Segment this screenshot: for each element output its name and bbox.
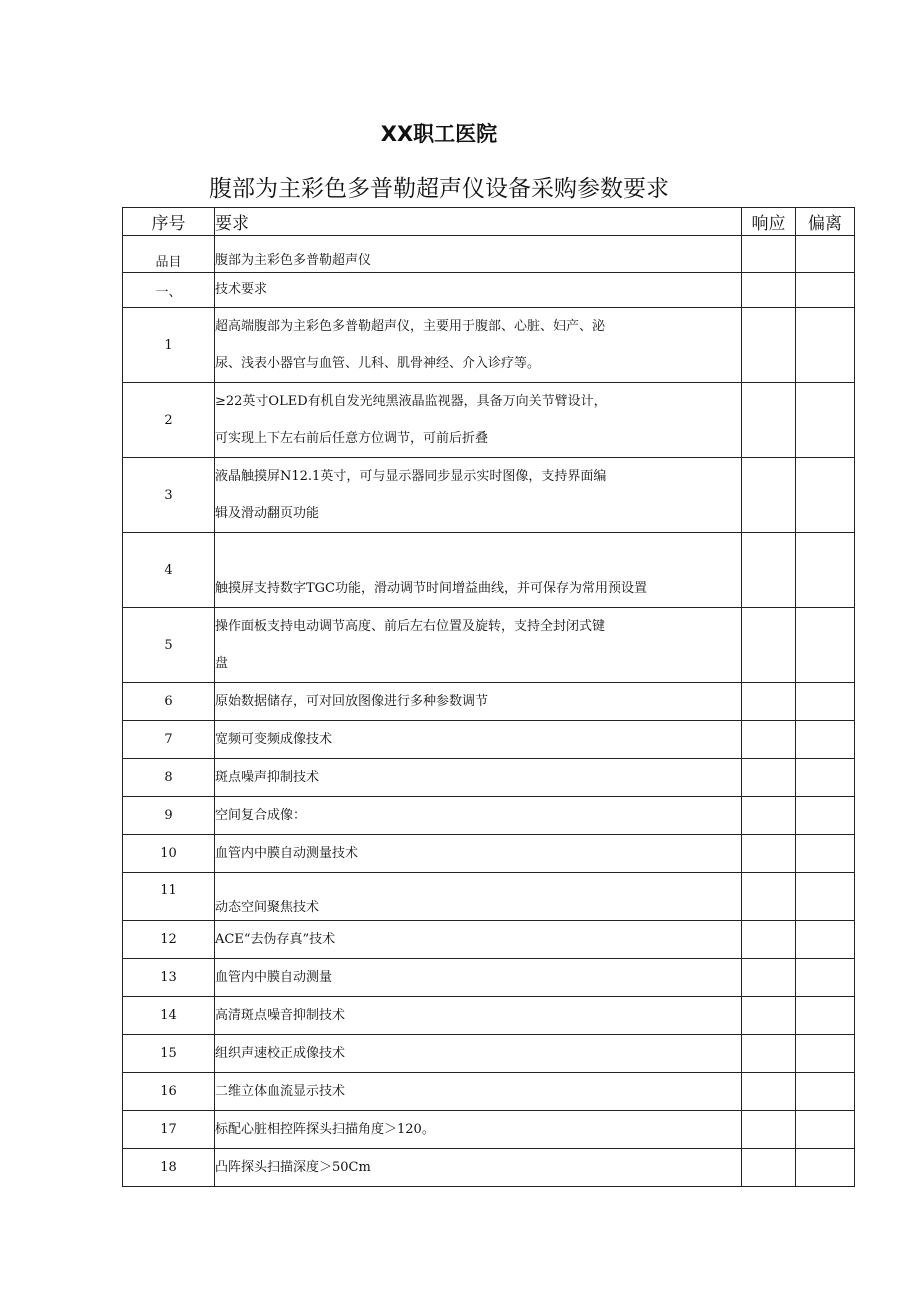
requirement-line <box>215 533 741 570</box>
requirement-line: 盘 <box>215 656 229 671</box>
row-number: 1 <box>123 308 215 383</box>
row-number: 4 <box>123 533 215 608</box>
row-requirement <box>215 608 742 683</box>
table-row-product <box>123 236 855 273</box>
table-row <box>123 1035 855 1073</box>
row-number: 14 <box>123 997 215 1035</box>
hospital-name: XX职工医院 <box>380 122 498 146</box>
row-requirement: 二维立体血流显示技术 <box>215 1073 742 1111</box>
row-requirement: 血管内中膜自动测量 <box>215 959 742 997</box>
row-number: 5 <box>123 608 215 683</box>
row-requirement: 标配心脏相控阵探头扫描角度＞120。 <box>215 1111 742 1149</box>
table-header-row <box>123 208 855 236</box>
deviation-cell[interactable] <box>796 383 855 458</box>
row-requirement: 动态空间聚焦技术 <box>215 873 742 921</box>
response-cell[interactable] <box>742 721 796 759</box>
table-row <box>123 1149 855 1187</box>
response-cell[interactable] <box>742 273 796 308</box>
deviation-cell[interactable] <box>796 683 855 721</box>
column-header-number: 序号 <box>123 208 215 236</box>
deviation-cell[interactable] <box>796 1149 855 1187</box>
deviation-cell[interactable] <box>796 921 855 959</box>
row-number: 8 <box>123 759 215 797</box>
requirement-line: 超高端腹部为主彩色多普勒超声仪，主要用于腹部、心脏、妇产、泌 <box>215 319 606 334</box>
row-number: 15 <box>123 1035 215 1073</box>
row-number: 13 <box>123 959 215 997</box>
row-number: 3 <box>123 458 215 533</box>
row-number: 17 <box>123 1111 215 1149</box>
row-requirement: 技术要求 <box>215 273 742 308</box>
requirement-line: 液晶触摸屏N12.1英寸，可与显示器同步显示实时图像，支持界面编 <box>215 469 607 484</box>
deviation-cell[interactable] <box>796 608 855 683</box>
response-cell[interactable] <box>742 458 796 533</box>
deviation-cell[interactable] <box>796 959 855 997</box>
deviation-cell[interactable] <box>796 1073 855 1111</box>
response-cell[interactable] <box>742 835 796 873</box>
response-cell[interactable] <box>742 997 796 1035</box>
row-number: 9 <box>123 797 215 835</box>
response-cell[interactable] <box>742 1035 796 1073</box>
row-number: 11 <box>123 873 215 921</box>
response-cell[interactable] <box>742 236 796 273</box>
row-requirement: ACE“去伪存真”技术 <box>215 921 742 959</box>
row-requirement: 凸阵探头扫描深度＞50Cm <box>215 1149 742 1187</box>
deviation-cell[interactable] <box>796 835 855 873</box>
row-requirement: 血管内中膜自动测量技术 <box>215 835 742 873</box>
deviation-cell[interactable] <box>796 1111 855 1149</box>
document-title: 腹部为主彩色多普勒超声仪设备采购参数要求 <box>209 176 669 202</box>
response-cell[interactable] <box>742 797 796 835</box>
response-cell[interactable] <box>742 959 796 997</box>
deviation-cell[interactable] <box>796 273 855 308</box>
requirement-line: 尿、浅表小器官与血管、儿科、肌骨神经、介入诊疗等。 <box>215 356 541 371</box>
table-row <box>123 759 855 797</box>
response-cell[interactable] <box>742 873 796 921</box>
deviation-cell[interactable] <box>796 759 855 797</box>
response-cell[interactable] <box>742 683 796 721</box>
table-row <box>123 997 855 1035</box>
row-requirement <box>215 533 742 608</box>
table-row <box>123 959 855 997</box>
table-row <box>123 721 855 759</box>
row-requirement: 原始数据储存，可对回放图像进行多种参数调节 <box>215 683 742 721</box>
table-row <box>123 1073 855 1111</box>
row-requirement: 宽频可变频成像技术 <box>215 721 742 759</box>
row-number: 2 <box>123 383 215 458</box>
table-row <box>123 383 855 458</box>
requirements-table <box>122 207 855 1187</box>
row-number: 品目 <box>123 236 215 273</box>
deviation-cell[interactable] <box>796 236 855 273</box>
row-number: 10 <box>123 835 215 873</box>
deviation-cell[interactable] <box>796 458 855 533</box>
column-header-requirement: 要求 <box>215 208 742 236</box>
table-row <box>123 797 855 835</box>
deviation-cell[interactable] <box>796 721 855 759</box>
column-header-deviation: 偏离 <box>796 208 855 236</box>
requirement-line: 可实现上下左右前后任意方位调节，可前后折叠 <box>215 431 489 446</box>
response-cell[interactable] <box>742 759 796 797</box>
table-row <box>123 458 855 533</box>
row-number: 6 <box>123 683 215 721</box>
row-requirement: 斑点噪声抑制技术 <box>215 759 742 797</box>
deviation-cell[interactable] <box>796 1035 855 1073</box>
table-row <box>123 608 855 683</box>
deviation-cell[interactable] <box>796 533 855 608</box>
requirement-line: 操作面板支持电动调节高度、前后左右位置及旋转，支持全封闭式键 <box>215 619 606 634</box>
row-number: 12 <box>123 921 215 959</box>
row-requirement: 空间复合成像： <box>215 797 742 835</box>
requirement-line: 触摸屏支持数字TGC功能，滑动调节时间增益曲线，并可保存为常用预设置 <box>215 581 648 596</box>
response-cell[interactable] <box>742 383 796 458</box>
response-cell[interactable] <box>742 1111 796 1149</box>
table-row <box>123 683 855 721</box>
deviation-cell[interactable] <box>796 797 855 835</box>
row-requirement <box>215 308 742 383</box>
response-cell[interactable] <box>742 921 796 959</box>
deviation-cell[interactable] <box>796 308 855 383</box>
column-header-response: 响应 <box>742 208 796 236</box>
deviation-cell[interactable] <box>796 997 855 1035</box>
response-cell[interactable] <box>742 1073 796 1111</box>
table-row <box>123 533 855 608</box>
requirement-line: ≥22英寸OLED有机自发光纯黑液晶监视器，具备万向关节臂设计， <box>215 394 607 409</box>
row-number: 18 <box>123 1149 215 1187</box>
row-requirement: 高清斑点噪音抑制技术 <box>215 997 742 1035</box>
row-requirement <box>215 458 742 533</box>
table-row <box>123 873 855 921</box>
table-row <box>123 835 855 873</box>
row-number: 16 <box>123 1073 215 1111</box>
row-requirement: 腹部为主彩色多普勒超声仪 <box>215 236 742 273</box>
response-cell[interactable] <box>742 1149 796 1187</box>
row-requirement <box>215 383 742 458</box>
table-row <box>123 1111 855 1149</box>
row-number: 一、 <box>123 273 215 308</box>
table-row <box>123 308 855 383</box>
row-requirement: 组织声速校正成像技术 <box>215 1035 742 1073</box>
table-row <box>123 921 855 959</box>
requirement-line: 辑及滑动翻页功能 <box>215 506 320 521</box>
table-row-section <box>123 273 855 308</box>
deviation-cell[interactable] <box>796 873 855 921</box>
response-cell[interactable] <box>742 533 796 608</box>
row-number: 7 <box>123 721 215 759</box>
response-cell[interactable] <box>742 608 796 683</box>
response-cell[interactable] <box>742 308 796 383</box>
